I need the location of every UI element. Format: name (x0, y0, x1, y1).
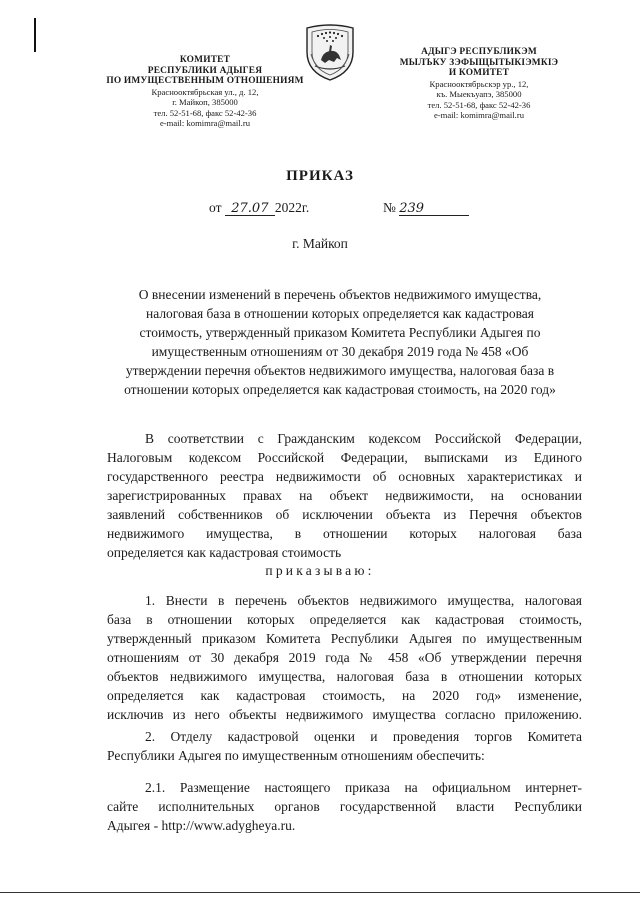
org-address-adyghe-line-2: къ. Мыекъуапэ, 385000 (436, 89, 522, 99)
city-line: г. Майкоп (292, 236, 348, 251)
paragraph-line: сайте исполнительных органов государственной власти Республики (107, 799, 582, 814)
paragraph-line: заявлений собственников об исключении объекта из Перечня объектов (107, 507, 582, 522)
paragraph-line: 1. Внести в перечень объектов недвижимого имущества, налоговая (145, 593, 582, 608)
item-1-paragraph (107, 591, 582, 724)
decree-word: приказываю: (265, 563, 375, 578)
paragraph-line: В соответствии с Гражданским кодексом Российской Федерации, (145, 431, 582, 446)
order-date (209, 200, 309, 216)
paragraph-line: Республики Адыгея по имущественным отношениям обеспечить: (107, 748, 485, 763)
subject-line: О внесении изменений в перечень объектов недвижимого имущества, (138, 287, 542, 302)
paragraph-line: Налоговым кодексом Российской Федерации, выписками из Единого (107, 450, 582, 465)
subject-line: стоимость, утвержденный приказом Комитета Республики Адыгея по (139, 325, 541, 340)
org-address-adyghe-line-1: Краснооктябрьскэр ур., 12, (429, 78, 529, 89)
org-name-line-2: РЕСПУБЛИКИ АДЫГЕЯ (147, 65, 263, 76)
subject-line: утверждении перечня объектов недвижимого имущества, налоговая база в (125, 363, 555, 378)
order-number-handwritten: 239 (399, 202, 469, 216)
order-date-label: от (209, 200, 222, 215)
org-address-line-1: Краснооктябрьская ул., д. 12, (151, 86, 259, 97)
order-date-handwritten: 27.07 (225, 202, 275, 216)
preamble-paragraph (107, 429, 582, 562)
item-2-1-paragraph (107, 778, 582, 835)
subject-line: отношении которых определяется как кадастровая стоимость, на 2020 год» (124, 382, 556, 397)
subject-line: налоговая база в отношении которых определяется как кадастровая (145, 306, 535, 321)
order-subject (100, 285, 580, 399)
org-email: e-mail: komimra@mail.ru (159, 118, 250, 128)
subject-line: имущественным отношениям от 30 декабря 2019 года № 458 «Об (151, 344, 529, 359)
order-number (383, 200, 469, 216)
org-name-adyghe-line-1: АДЫГЭ РЕСПУБЛИКЭМ (421, 47, 537, 57)
page-bottom-rule (0, 892, 640, 893)
org-phone: тел. 52-51-68, факс 52-42-36 (153, 107, 257, 118)
org-name-adyghe-line-3: И КОМИТЕТ (448, 68, 510, 78)
org-email-adyghe: e-mail: komimra@mail.ru (433, 110, 524, 120)
paragraph-line: 2. Отделу кадастровой оценки и проведения торгов Комитета (145, 729, 582, 744)
paragraph-line: Адыгея - http://www.adygheya.ru. (107, 818, 296, 833)
org-name-line-3: ПО ИМУЩЕСТВЕННЫМ ОТНОШЕНИЯМ (106, 76, 304, 86)
org-address-line-2: г. Майкоп, 385000 (172, 97, 238, 107)
paragraph-line: исключив из него объекты недвижимого имущества согласно приложению. (107, 707, 582, 722)
document-title: ПРИКАЗ (286, 168, 354, 184)
paragraph-line: 2.1. Размещение настоящего приказа на официальном интернет- (145, 780, 582, 795)
header-left-block (100, 55, 310, 129)
org-name-adyghe-line-2: МЫЛЪКУ ЗЭФЫЩЫТЫКІЭМКІЭ (399, 57, 559, 68)
paragraph-line: отношениям от 30 декабря 2019 года № 458 «Об утверждении перечня (107, 650, 582, 665)
paragraph-line: база в отношении которых определяется как кадастровая стоимость, (107, 612, 582, 627)
paragraph-line: государственного реестра недвижимости об основных характеристиках и (107, 469, 582, 484)
paragraph-line: определяется как кадастровая стоимость, на 2020 год» изменение, (107, 688, 582, 703)
order-number-label: № (383, 200, 396, 215)
item-2-paragraph (107, 727, 582, 765)
paragraph-line: объектов недвижимого имущества, налоговая база в отношении которых (107, 669, 582, 684)
paragraph-line: недвижимого имущества, в отношении которых налоговая база (107, 526, 582, 541)
org-name-line-1: КОМИТЕТ (179, 55, 231, 65)
margin-pen-mark (34, 18, 36, 52)
coat-of-arms-emblem (303, 22, 357, 82)
header-right-block (378, 47, 580, 121)
order-year: 2022г. (274, 200, 310, 215)
paragraph-line: утвержденный приказом Комитета Республики Адыгея по имущественным (107, 631, 582, 646)
paragraph-line: зарегистрированных правах на объект недвижимости, на основании (107, 488, 582, 503)
org-phone-adyghe: тел. 52-51-68, факс 52-42-36 (427, 99, 531, 110)
paragraph-line: определяется как кадастровая стоимость (107, 545, 342, 560)
